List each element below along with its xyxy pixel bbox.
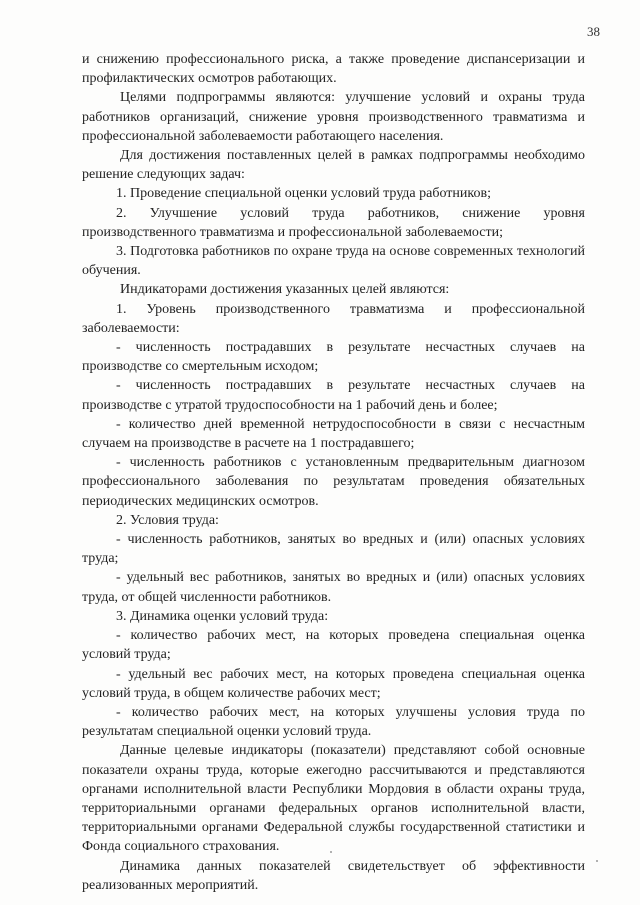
paragraph: - численность работников с установленным предварительным диагнозом профессионального заболевания по результатам проведения обязательных периодических медицинских осмотров. (82, 455, 585, 509)
paragraph: 1. Проведение специальной оценки условий труда работников; (116, 186, 491, 202)
paragraph: 3. Подготовка работников по охране труда на основе современных технологий обучения. (82, 244, 585, 279)
paragraph: - численность пострадавших в результате несчастных случаев на производстве со смертельным исходом; (82, 340, 585, 375)
document-body (82, 50, 585, 895)
paragraph: - количество рабочих мест, на которых улучшены условия труда по результатам специальной оценки условий труда. (82, 704, 585, 740)
paragraph: 2. Условия труда: (116, 512, 219, 528)
paragraph: - удельный вес рабочих мест, на которых проведена специальная оценка условий труда, в общем количестве рабочих мест; (82, 666, 585, 701)
paragraph: - удельный вес работников, занятых во вредных и (или) опасных условиях труда, от общей численности работников. (82, 570, 585, 605)
paragraph: 3. Динамика оценки условий труда: (116, 608, 329, 624)
scan-speck (596, 860, 598, 862)
paragraph: Данные целевые индикаторы (показатели) представляют собой основные показатели охраны труда, которые ежегодно рассчитываются и представляются органами исполнительной власти Республики Мордовия в области охраны труда, территориальными органами федеральных органов исполнительной власти, территориальными органами Федеральной службы государственной статистики и Фонда социального страхования. (82, 743, 585, 855)
paragraph: Целями подпрограммы являются: улучшение условий и охраны труда работников организаций, снижение уровня производственного травматизма и профессиональной заболеваемости работающего населения. (82, 90, 585, 144)
paragraph: - численность работников, занятых во вредных и (или) опасных условиях труда; (82, 532, 585, 567)
page-number: 38 (587, 24, 600, 39)
paragraph: - количество дней временной нетрудоспособности в связи с несчастным случаем на производстве в расчете на 1 пострадавшего; (82, 416, 585, 452)
paragraph: - количество рабочих мест, на которых проведена специальная оценка условий труда; (82, 628, 585, 663)
paragraph: - численность пострадавших в результате несчастных случаев на производстве с утратой трудоспособности на 1 рабочий день и более; (82, 378, 585, 413)
paragraph: 2. Улучшение условий труда работников, снижение уровня производственного травматизма и профессиональной заболеваемости; (82, 205, 585, 240)
paragraph: Динамика данных показателей свидетельствует об эффективности реализованных мероприятий. (82, 858, 585, 893)
scan-speck (330, 851, 332, 853)
paragraph: и снижению профессионального риска, а также проведение диспансеризации и профилактических осмотров работающих. (82, 52, 585, 87)
paragraph: Для достижения поставленных целей в рамках подпрограммы необходимо решение следующих задач: (82, 148, 585, 183)
paragraph: 1. Уровень производственного травматизма и профессиональной заболеваемости: (82, 301, 585, 336)
paragraph: Индикаторами достижения указанных целей являются: (120, 282, 450, 298)
